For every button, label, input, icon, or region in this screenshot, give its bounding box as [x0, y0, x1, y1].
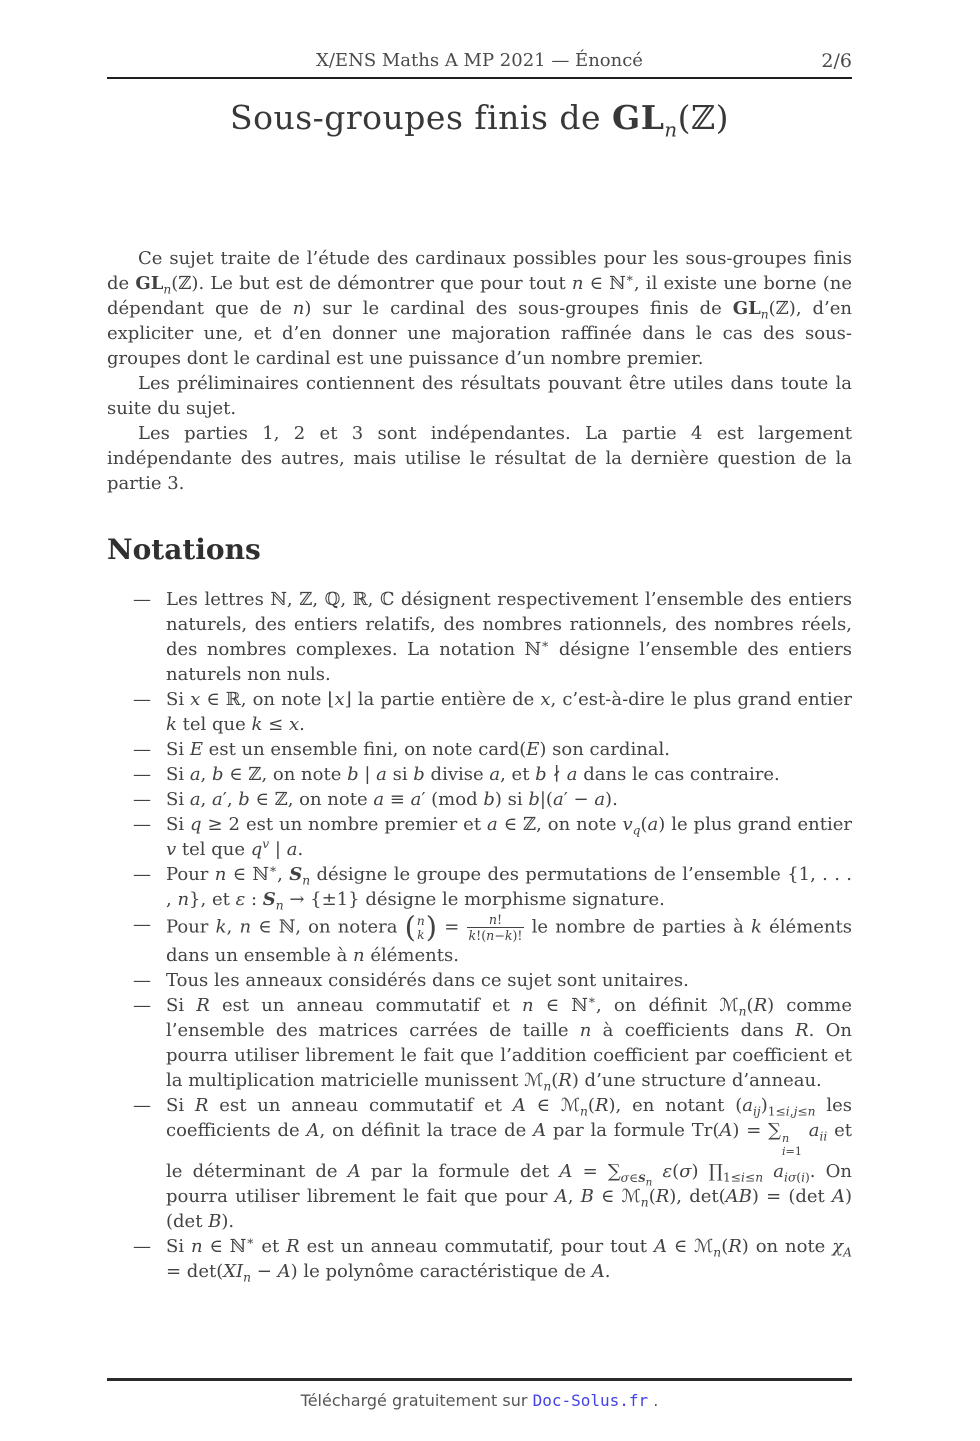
page-header — [107, 50, 852, 74]
notation-item — [133, 687, 852, 737]
page-footer — [107, 1391, 852, 1410]
notation-item — [133, 787, 852, 812]
notation-item — [133, 993, 852, 1093]
notation-text: Si E est un ensemble fini, on note card(E) son cardinal. — [166, 739, 671, 760]
notation-item — [133, 1234, 852, 1284]
notation-item — [133, 587, 852, 687]
notation-item — [133, 862, 852, 912]
notation-text: Si a, b ∈ ℤ, on note b | a si b divise a, et b ∤ a dans le cas contraire. — [166, 764, 780, 785]
notation-text: Si n ∈ ℕ∗ et R est un anneau commutatif, pour tout A ∈ ℳ$_n$(R) on note $\chi_A = \det(XI_n - A)$ le polynôme caractéristique de A. — [166, 1234, 852, 1285]
list-dash-marker: — — [133, 970, 151, 992]
notation-item — [133, 762, 852, 787]
notation-text: Si x ∈ ℝ, on note ⌊x⌋ la partie entière de x, c’est-à-dire le plus grand entier k tel que k ≤ x. — [166, 689, 853, 735]
notation-text: Si a, a′, b ∈ ℤ, on note a ≡ a′ (mod b) si b|(a′ − a). — [166, 789, 618, 810]
list-dash-marker: — — [133, 1095, 151, 1117]
notation-text: Si R est un anneau commutatif et n ∈ ℕ∗, on définit ℳ$_n$(R) comme l’ensemble des matrices carrées de taille n à coefficients dans R. On pourra utiliser librement le fait que l’addition coefficient par coefficient et la multiplication matricielle munissent ℳ$_n$(R) d’une structure d’anneau. — [166, 993, 853, 1094]
intro-paragraph: Les parties 1, 2 et 3 sont indépendantes. La partie 4 est largement indépendante des autres, mais utilise le résultat de la dernière question de la partie 3. — [107, 423, 852, 494]
intro-paragraph: Les préliminaires contiennent des résultats pouvant être utiles dans toute la suite du sujet. — [107, 373, 852, 419]
list-dash-marker: — — [133, 864, 151, 885]
intro-paragraph: Ce sujet traite de l’étude des cardinaux possibles pour les sous-groupes finis de $GL_n(ℤ)$. Le but est de démontrer que pour tout n ∈ ℕ∗, il existe une borne (ne dépendant que de n) sur le cardinal des sous-groupes finis de $GL_n(ℤ)$, d’en expliciter une, et d’en donner une majoration raffinée dans le cas des sous-groupes dont le cardinal est une puissance d’un nombre premier. — [107, 248, 852, 369]
list-dash-marker: — — [133, 914, 151, 935]
footer-period: . — [648, 1391, 659, 1410]
notation-text: Tous les anneaux considérés dans ce sujet sont unitaires. — [166, 970, 689, 992]
list-dash-marker: — — [133, 995, 151, 1017]
list-dash-marker: — — [133, 689, 151, 710]
notations-list — [107, 587, 852, 1284]
footer-rule — [107, 1378, 852, 1381]
notation-item — [133, 812, 852, 862]
notation-item — [133, 737, 852, 762]
notation-text: Pour k, n ∈ ℕ, on notera ( n k ) = $\frac{n!}{k!(n-k)!}$ le nombre de parties à k éléments dans un ensemble à n éléments. — [166, 910, 852, 967]
footer-text: Téléchargé gratuitement sur — [300, 1391, 533, 1410]
header-title: X/ENS Maths A MP 2021 — Énoncé — [316, 50, 643, 71]
notation-item — [133, 968, 852, 993]
header-rule — [107, 77, 852, 79]
notation-text: Pour n ∈ ℕ∗, $S_n$ désigne le groupe des permutations de l’ensemble {1, . . . , n}, et ε : $S_n \to \{\pm 1\}$ désigne le morphisme signature. — [166, 862, 852, 913]
list-dash-marker: — — [133, 764, 151, 785]
notation-text: Si q ≥ 2 est un nombre premier et a ∈ ℤ, on note $v_q(a)$ le plus grand entier v tel que $q^v$ | a. — [166, 814, 853, 860]
list-dash-marker: — — [133, 739, 151, 760]
notation-text: Si R est un anneau commutatif et A ∈ ℳ$_n$(R), en notant $(a_{ij})_{1\le i,j\le n}$ les coefficients de A, on définit la trace de A par la formule Tr(A) = ∑ n i=1 $a_{ii}$ et le déterminant de A par la formule $\det A = \sum_{\sigma\in S_n}$ ε(σ) $\prod_{1\le i\le n}$ $a_{i\sigma(i)}$. On pourra utiliser librement le fait que pour A, B ∈ ℳ$_n$(R), det(AB) = (det A)(det B). — [166, 1095, 853, 1232]
list-dash-marker: — — [133, 814, 151, 835]
notation-item — [133, 1093, 852, 1234]
section-heading: Notations — [107, 533, 261, 566]
notation-item — [133, 912, 852, 968]
list-dash-marker: — — [133, 589, 151, 610]
page-title: Sous-groupes finis de $GL_n(ℤ)$ — [229, 98, 730, 142]
document-body — [107, 246, 852, 1284]
notation-text: Les lettres ℕ, ℤ, ℚ, ℝ, ℂ désignent respectivement l’ensemble des entiers naturels, des entiers relatifs, des nombres rationnels, des nombres réels, des nombres complexes. La notation ℕ∗ désigne l’ensemble des entiers naturels non nuls. — [166, 589, 852, 685]
list-dash-marker: — — [133, 1236, 151, 1257]
page-number-label: 2/6 — [821, 50, 852, 72]
list-dash-marker: — — [133, 789, 151, 810]
doc-solus-link[interactable]: Doc-Solus.fr — [532, 1391, 649, 1410]
